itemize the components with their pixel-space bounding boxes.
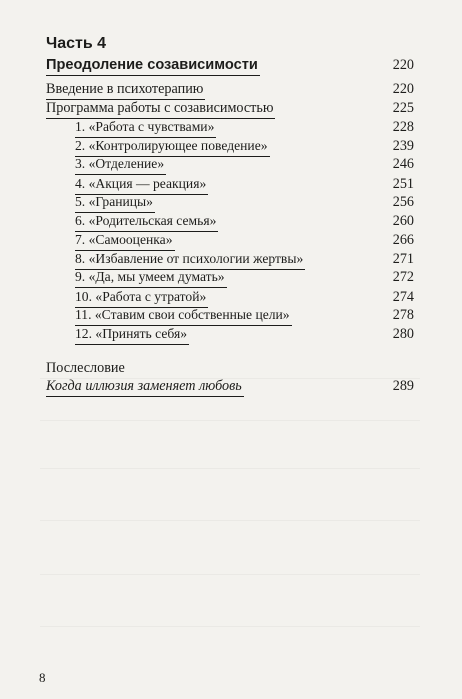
toc-step[interactable] [46, 212, 414, 230]
entry-title: Программа работы с созависимостью [46, 99, 275, 119]
step-title: 4. «Акция — реакция» [75, 175, 208, 195]
page-folio: 8 [39, 670, 46, 685]
table-of-contents [46, 0, 414, 699]
step-title: 6. «Родительская семья» [75, 212, 218, 232]
toc-step[interactable] [46, 118, 414, 136]
toc-step[interactable] [46, 193, 414, 211]
entry-title: Введение в психотерапию [46, 80, 205, 100]
toc-step[interactable] [46, 137, 414, 155]
page-number: 271 [392, 251, 414, 267]
step-title: 7. «Самооценка» [75, 231, 175, 251]
page-number: 280 [392, 326, 414, 342]
toc-step[interactable] [46, 325, 414, 343]
page-number: 278 [392, 307, 414, 323]
toc-entry[interactable] [46, 99, 414, 117]
toc-step[interactable] [46, 268, 414, 286]
toc-entry[interactable] [46, 80, 414, 98]
step-title: 3. «Отделение» [75, 155, 166, 175]
page-number: 289 [392, 378, 414, 394]
toc-step[interactable] [46, 250, 414, 268]
page-number: 246 [392, 156, 414, 172]
afterword-label: Послесловие [46, 360, 125, 376]
page-number: 239 [392, 138, 414, 154]
chapter-title: Преодоление созависимости [46, 56, 260, 76]
page-number: 251 [392, 176, 414, 192]
page-number: 225 [392, 100, 414, 116]
step-title: 12. «Принять себя» [75, 325, 189, 345]
toc-step[interactable] [46, 175, 414, 193]
page-number: 274 [392, 289, 414, 305]
page-number: 266 [392, 232, 414, 248]
page-number: 220 [392, 57, 414, 73]
toc-step[interactable] [46, 231, 414, 249]
page-number: 260 [392, 213, 414, 229]
page-number: 228 [392, 119, 414, 135]
step-title: 1. «Работа с чувствами» [75, 118, 216, 138]
toc-afterword[interactable] [46, 377, 414, 395]
step-title: 5. «Границы» [75, 193, 155, 213]
toc-step[interactable] [46, 306, 414, 324]
page-number: 272 [392, 269, 414, 285]
part-heading: Часть 4 [46, 35, 107, 52]
step-title: 11. «Ставим свои собственные цели» [75, 306, 292, 326]
step-title: 9. «Да, мы умеем думать» [75, 268, 227, 288]
step-title: 8. «Избавление от психологии жертвы» [75, 250, 305, 270]
page-number: 220 [392, 81, 414, 97]
step-title: 2. «Контролирующее поведение» [75, 137, 270, 157]
afterword-title: Когда иллюзия заменяет любовь [46, 377, 244, 397]
toc-step[interactable] [46, 288, 414, 306]
toc-step[interactable] [46, 155, 414, 173]
step-title: 10. «Работа с утратой» [75, 288, 208, 308]
page-number: 256 [392, 194, 414, 210]
toc-chapter[interactable] [46, 56, 414, 74]
